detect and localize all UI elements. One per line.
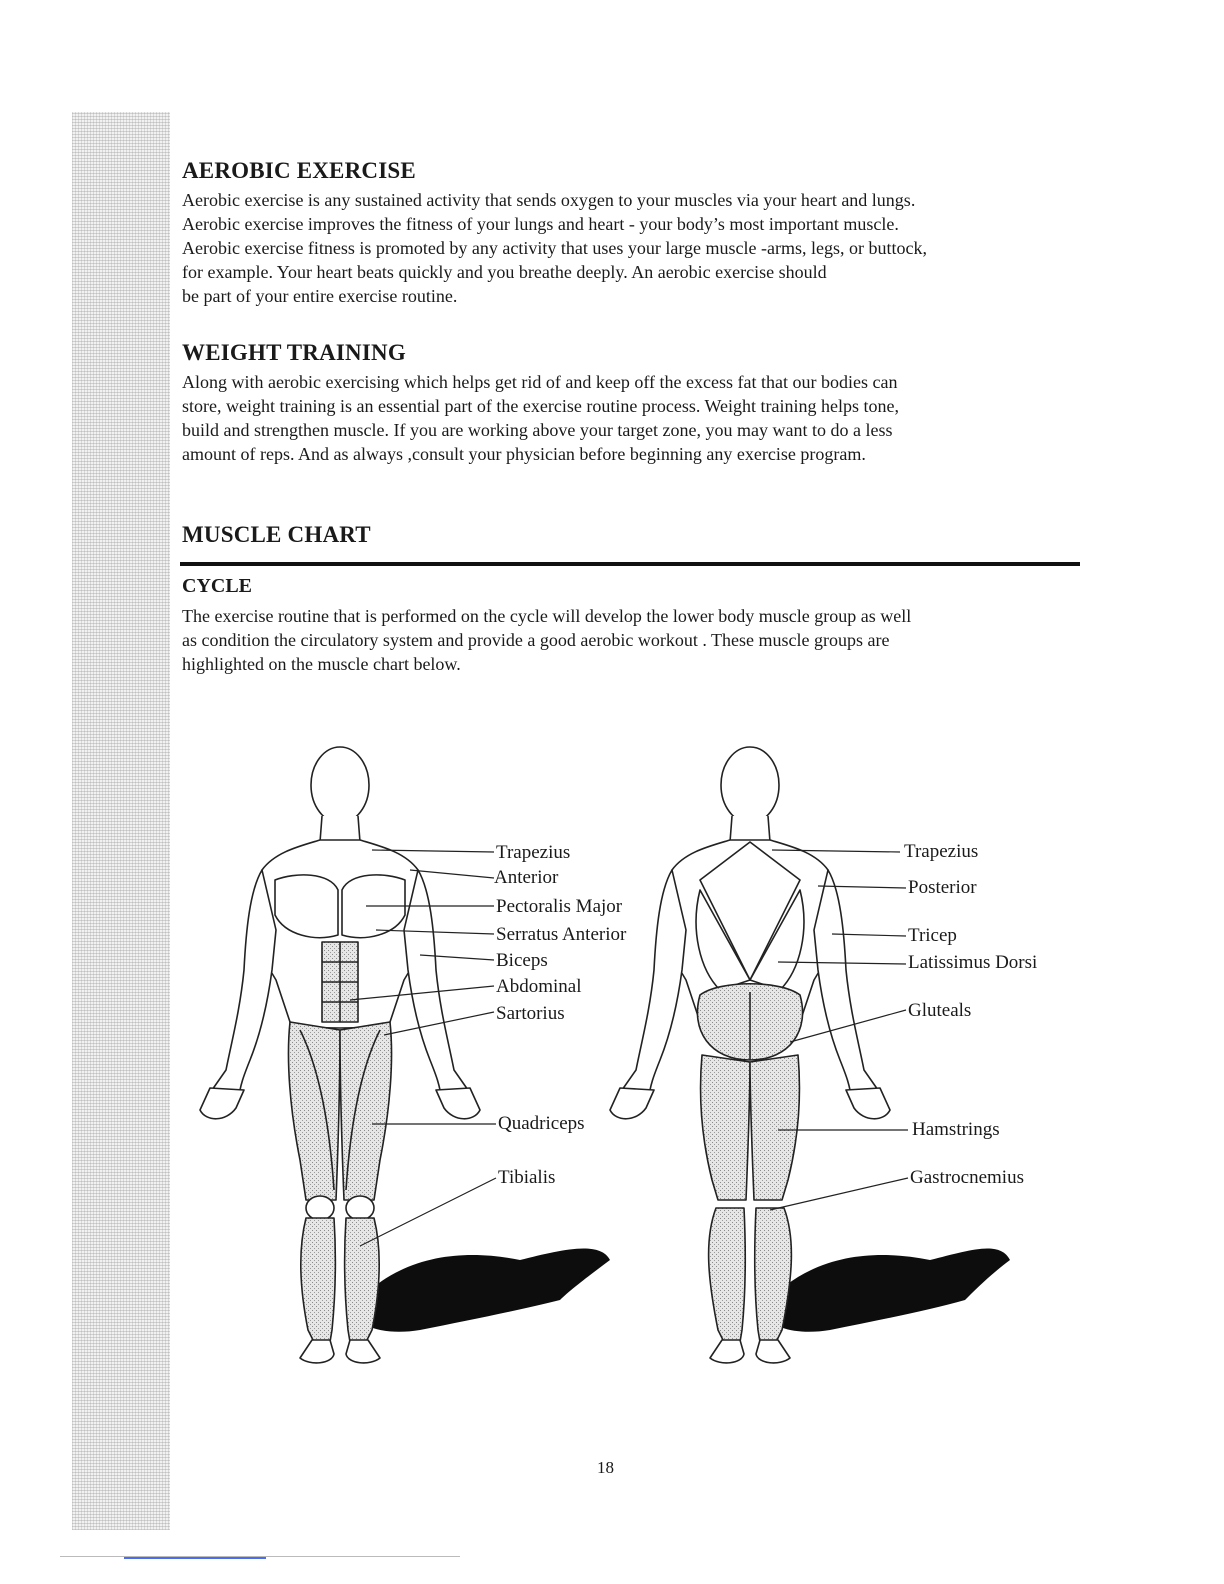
label-biceps: Biceps <box>496 950 548 971</box>
section-divider <box>180 562 1080 566</box>
label-serratus-anterior: Serratus Anterior <box>496 924 627 945</box>
page-number: 18 <box>597 1458 614 1477</box>
label-latissimus-dorsi: Latissimus Dorsi <box>908 952 1038 973</box>
muscle-chart-figure <box>0 730 1224 1370</box>
label-tibialis: Tibialis <box>498 1167 556 1188</box>
back-figure <box>610 747 1010 1363</box>
text-line: store, weight training is an essential part of the exercise routine process. Weight training helps tone, <box>182 396 900 416</box>
label-gastrocnemius: Gastrocnemius <box>910 1167 1024 1188</box>
label-trapezius-back: Trapezius <box>904 841 979 862</box>
aerobic-exercise-paragraph <box>182 188 1102 308</box>
label-anterior: Anterior <box>494 867 559 888</box>
label-pectoralis-major: Pectoralis Major <box>496 896 623 917</box>
text-line: The exercise routine that is performed on the cycle will develop the lower body muscle group as well <box>182 606 912 626</box>
label-tricep: Tricep <box>908 925 957 946</box>
text-line: build and strengthen muscle. If you are working above your target zone, you may want to do a less <box>182 420 893 440</box>
text-line: amount of reps. And as always ,consult your physician before beginning any exercise program. <box>182 444 866 464</box>
text-line: Aerobic exercise fitness is promoted by any activity that uses your large muscle -arms, legs, or buttock, <box>182 238 927 258</box>
muscle-chart-heading: MUSCLE CHART <box>182 522 371 547</box>
text-line: be part of your entire exercise routine. <box>182 286 458 306</box>
label-sartorius: Sartorius <box>496 1003 565 1024</box>
aerobic-exercise-heading: AEROBIC EXERCISE <box>182 158 416 183</box>
text-line: highlighted on the muscle chart below. <box>182 654 461 674</box>
cycle-heading: CYCLE <box>182 575 253 597</box>
weight-training-heading: WEIGHT TRAINING <box>182 340 406 365</box>
label-abdominal: Abdominal <box>496 976 582 997</box>
label-quadriceps: Quadriceps <box>498 1113 585 1134</box>
text-line: Aerobic exercise is any sustained activity that sends oxygen to your muscles via your heart and lungs. <box>182 190 916 210</box>
text-line: Aerobic exercise improves the fitness of your lungs and heart - your body’s most important muscle. <box>182 214 899 234</box>
label-trapezius-front: Trapezius <box>496 842 571 863</box>
muscle-chart-illustration <box>0 730 1224 1370</box>
label-posterior: Posterior <box>908 877 977 898</box>
weight-training-paragraph <box>182 370 1102 466</box>
front-figure <box>200 747 610 1363</box>
text-line: as condition the circulatory system and provide a good aerobic workout . These muscle groups are <box>182 630 890 650</box>
label-gluteals: Gluteals <box>908 1000 972 1021</box>
label-hamstrings: Hamstrings <box>912 1119 1000 1140</box>
cycle-paragraph <box>182 604 1102 676</box>
text-line: Along with aerobic exercising which helps get rid of and keep off the excess fat that our bodies can <box>182 372 898 392</box>
text-line: for example. Your heart beats quickly and you breathe deeply. An aerobic exercise should <box>182 262 827 282</box>
scan-artifact-blue-line <box>124 1557 266 1559</box>
